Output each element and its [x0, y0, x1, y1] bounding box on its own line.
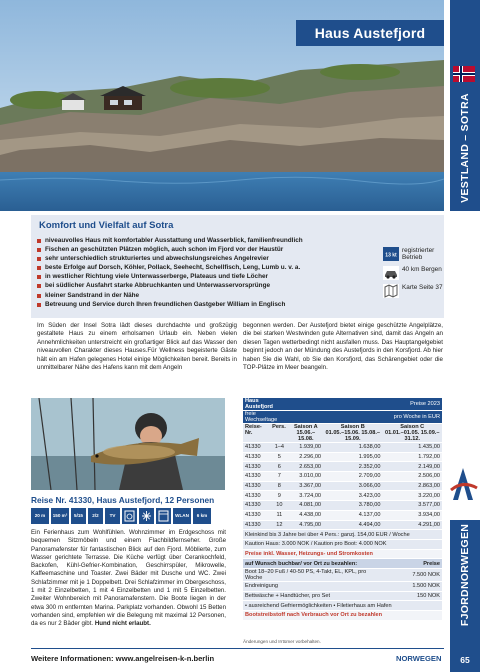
fact-map: [383, 284, 443, 298]
price-cell: 1.435,00: [383, 443, 443, 453]
fact-text: 40 km Bergen: [402, 265, 442, 273]
inclusive-note: Preise inkl. Wasser, Heizungs- und Stromkosten: [243, 549, 442, 559]
price-cell: 2.653,00: [289, 462, 323, 472]
feature-heading: Komfort und Vielfalt auf Sotra: [39, 220, 174, 231]
feature-item: Betreuung und Service durch Ihren freundlichen Gastgeber William in Englisch: [36, 300, 366, 309]
price-cell: 3.066,00: [323, 481, 382, 491]
fact-text: Karte Seite 37: [402, 283, 443, 291]
listing-title: Reise Nr. 41330, Haus Austefjord, 12 Personen: [31, 495, 215, 505]
price-table-subtitle-right: pro Woche in EUR: [289, 411, 442, 424]
price-cell: 6: [270, 462, 288, 472]
amenity-label: 5/15: [74, 513, 83, 518]
extra-label: Boot 18–20 Fuß / 40-50 PS, 4-Takt, EL, KPL, pro Woche: [243, 568, 383, 581]
price-cell: 12: [270, 520, 288, 530]
price-cell: 41330: [243, 510, 270, 520]
listing-text-main: Ein Ferienhaus zum Wohlfühlen. Wohnzimmer im Erdgeschoss mit bequemen Sitzmöbeln und einem Flachbildfernseher. Große Panoramafenster für fantastischen Blick auf den Fjord. Möblierte, zum Wasser gerichtete Terrasse. Die Küche verfügt über Cerankochfeld, Backofen, Kühl-Gefrier-Kombination, Geschirrspüler, Mikrowelle, Kaffeemaschine und Toaster. Zwei Bäder mit Dusche und WC. Zwei Schlafzimmer mit je 1 Doppelbett. Drei Schlafzimmer im Obergeschoss, 1 mit 2 Einzelbetten, 1 mit 4 Einzelbetten und 1 mit 5 Einzelbetten. Zweiter Wohnbereich mit Panoramafenstern. Die Boote liegen in der etwa 300 m entfernten Marina. Parkplatz vorhanden. Obwohl 15 Betten vorhanden sind, empfehlen wir die Belegung mit maximal 12 Personen, da es nur 2 Bäder gibt.: [31, 529, 226, 628]
price-row: [243, 491, 442, 501]
price-cell: 41330: [243, 452, 270, 462]
extra-row: [243, 581, 442, 591]
feature-item: sehr unterschiedlich strukturiertes und abwechslungsreiches Angelrevier: [36, 254, 366, 263]
price-cell: 3.780,00: [323, 501, 382, 511]
shop-distance-icon: [193, 508, 211, 524]
footer-website[interactable]: Weitere Informationen: www.angelreisen-k-n.berlin: [31, 654, 215, 663]
footer-country: NORWEGEN: [396, 654, 442, 663]
deposit-row: [243, 539, 442, 549]
price-row: [243, 443, 442, 453]
registered-badge: 13 kt: [385, 252, 397, 259]
page-title: Haus Austefjord: [296, 20, 444, 46]
extras-heading: auf Wunsch buchbar/ vor Ort zu bezahlen:: [243, 559, 383, 569]
price-table-year: Preise 2023: [289, 398, 442, 411]
feature-item: niveauvolles Haus mit komfortabler Ausstattung und Wasserblick, familienfreundlich: [36, 236, 366, 245]
price-cell: 41330: [243, 443, 270, 453]
price-cell: 5: [270, 452, 288, 462]
extra-price: 1.500 NOK: [383, 581, 443, 591]
price-cell: 1.995,00: [323, 452, 382, 462]
price-row: [243, 462, 442, 472]
price-cell: 2.352,00: [323, 462, 382, 472]
area-icon: [51, 508, 69, 524]
price-cell: 41330: [243, 462, 270, 472]
dishwasher-icon: [156, 508, 171, 524]
column-header: Saison A 15.06.–15.08.: [289, 424, 323, 443]
price-cell: 41330: [243, 501, 270, 511]
price-cell: 3.577,00: [383, 501, 443, 511]
column-header: Saison C 01.01.–01.05. 15.09.–31.12.: [383, 424, 443, 443]
extras-heading-row: [243, 559, 442, 569]
price-table-subtitle-row: [243, 411, 442, 424]
price-cell: 2.506,00: [383, 472, 443, 482]
season-dates: 15.06.–15.08.: [296, 430, 316, 442]
season-dates: 01.01.–01.05. 15.09.–31.12.: [385, 430, 440, 442]
extra-row: [243, 591, 442, 601]
amenity-label: 150 m²: [52, 513, 68, 518]
price-row: [243, 510, 442, 520]
price-cell: 10: [270, 501, 288, 511]
season-dates: 01.05.–15.06. 15.08.–15.09.: [325, 430, 380, 442]
description-column-2: begonnen werden. Der Austefjord bietet einige geschützte Angelplätze, die bei starken Westwinden gute Alternativen sind, damit das Angeln an diesen Tagen wetterbedingt nicht ausfallen muss. Das Hauptangelgebiet beginnt jedoch an der Mündung des Austefjords in den Korsfjord. Ab hier haben Sie die Wahl, ob Sie den Korsfjord, das Schärengebiet oder die TOP-Plätze im Meer beangeln.: [243, 322, 443, 372]
amenity-icons: [31, 508, 213, 524]
price-cell: 41330: [243, 481, 270, 491]
inclusive-row: [243, 549, 442, 559]
brand-logo-icon: [447, 460, 480, 510]
price-cell: 2.709,00: [323, 472, 382, 482]
listing-description: [31, 529, 226, 629]
price-cell: 1.792,00: [383, 452, 443, 462]
fact-text: registrierter Betrieb: [402, 247, 435, 262]
price-cell: 4.494,00: [323, 520, 382, 530]
price-cell: 3.423,00: [323, 491, 382, 501]
child-note: Kleinkind bis 3 Jahre bei über 4 Pers.: ganzj. 154,00 EUR / Woche: [243, 530, 442, 540]
price-row: [243, 501, 442, 511]
footer-divider: [31, 648, 444, 649]
deposit-note: Kaution Haus: 3.000 NOK / Kaution pro Boot: 4.000 NOK: [243, 539, 442, 549]
price-cell: 1.638,00: [323, 443, 382, 453]
price-cell: 41330: [243, 491, 270, 501]
price-cell: 4.291,00: [383, 520, 443, 530]
fact-distance: [383, 266, 443, 280]
price-cell: 7: [270, 472, 288, 482]
child-note-row: [243, 530, 442, 540]
amenity-label: 20 m: [34, 513, 46, 518]
map-icon: [383, 284, 399, 298]
price-cell: 3.010,00: [289, 472, 323, 482]
amenity-label: 6 km: [196, 513, 208, 518]
wlan-icon: [173, 508, 191, 524]
price-cell: 1–4: [270, 443, 288, 453]
feature-item: Fischen an geschützten Plätzen möglich, auch schon im Fjord vor der Haustür: [36, 245, 366, 254]
feature-item: bei südlicher Ausfahrt starke Abbruchkanten und Unterwasservorsprünge: [36, 281, 366, 290]
feature-list: [36, 236, 366, 309]
price-cell: 3.724,00: [289, 491, 323, 501]
freezer-note: • ausreichend Gefriermöglichkeiten • Filetierhaus am Hafen: [243, 601, 442, 611]
price-cell: 9: [270, 491, 288, 501]
price-cell: 4.137,00: [323, 510, 382, 520]
rooms-icon: [71, 508, 86, 524]
price-table-header-row: [243, 424, 442, 443]
freezer-row: [243, 601, 442, 611]
price-cell: 2.296,00: [289, 452, 323, 462]
price-table: [243, 398, 442, 621]
feature-item: beste Erfolge auf Dorsch, Köhler, Pollack, Seehecht, Schellfisch, Leng, Lumb u. v. a.: [36, 263, 366, 272]
amenity-label: 2/2: [92, 513, 99, 518]
column-header: Pers.: [270, 424, 288, 443]
distance-water-icon: [31, 508, 49, 524]
registered-business-icon: [383, 247, 399, 261]
extra-label: Endreinigung: [243, 581, 383, 591]
extra-rows: [243, 568, 442, 600]
extra-price: 150 NOK: [383, 591, 443, 601]
price-row: [243, 481, 442, 491]
price-rows: [243, 443, 442, 530]
amenity-label: WLAN: [175, 513, 189, 518]
price-cell: 8: [270, 481, 288, 491]
norway-flag-icon: [452, 66, 476, 82]
price-cell: 2.863,00: [383, 481, 443, 491]
price-cell: 41330: [243, 472, 270, 482]
fuel-row: [243, 611, 442, 621]
fuel-note: Bootstreibstoff nach Verbrauch vor Ort zu bezahlen: [243, 611, 442, 621]
price-table-name: Haus Austefjord: [243, 398, 289, 411]
brand-label: FJORDNORWEGEN: [459, 523, 471, 627]
extra-row: [243, 568, 442, 581]
description-column-1: Im Süden der Insel Sotra lädt dieses durchdachte und großzügig gestaltete Haus zu einem erholsamen Urlaub ein. Neben vielen Annehmlichkeiten unterstreicht ein großartiger Blick auf das Wasser den niveauvollen Charakter dieses Hauses.Für Wellness begeisterte Gäste hält ein am Hafen gelegenes Hotel einige Möglichkeiten bereit. Bereits in unmittelbarer Nähe des Hafens kann mit dem Angeln: [37, 322, 237, 372]
price-cell: 4.081,00: [289, 501, 323, 511]
extra-label: Bettwäsche + Handtücher, pro Set: [243, 591, 383, 601]
column-header: Reise-Nr.: [243, 424, 270, 443]
car-icon: [383, 266, 399, 280]
tv-icon: [105, 508, 120, 524]
price-cell: 1.939,00: [289, 443, 323, 453]
feature-item: kleiner Sandstrand in der Nähe: [36, 291, 366, 300]
bathrooms-icon: [88, 508, 103, 524]
price-cell: 2.149,00: [383, 462, 443, 472]
price-cell: 3.220,00: [383, 491, 443, 501]
price-cell: 3.367,00: [289, 481, 323, 491]
price-cell: 4.795,00: [289, 520, 323, 530]
extra-price: 7.500 NOK: [383, 568, 443, 581]
price-cell: 4.438,00: [289, 510, 323, 520]
fact-list: [383, 247, 443, 302]
feature-box: [31, 215, 444, 318]
fact-registered: [383, 247, 443, 262]
disclaimer: Änderungen und Irrtümer vorbehalten.: [243, 639, 321, 644]
angler-photo: [31, 398, 225, 490]
page-number: 65: [450, 648, 480, 672]
freezer-icon: [139, 508, 154, 524]
column-header: Saison B 01.05.–15.06. 15.08.–15.09.: [323, 424, 382, 443]
price-cell: 3.934,00: [383, 510, 443, 520]
dog-policy: Hund nicht erlaubt.: [94, 620, 151, 628]
amenity-label: TV: [109, 513, 116, 518]
extras-price-label: Preise: [383, 559, 443, 569]
price-table-title-row: [243, 398, 442, 411]
price-row: [243, 452, 442, 462]
region-label: VESTLAND – SOTRA: [459, 93, 471, 203]
price-cell: 11: [270, 510, 288, 520]
feature-item: in westlicher Richtung viele Unterwasserberge, Plateaus und tiefe Löcher: [36, 272, 366, 281]
price-cell: 41330: [243, 520, 270, 530]
price-row: [243, 520, 442, 530]
price-row: [243, 472, 442, 482]
washing-machine-icon: [122, 508, 137, 524]
price-table-subtitle-left: freie Wechseltage: [243, 411, 289, 424]
